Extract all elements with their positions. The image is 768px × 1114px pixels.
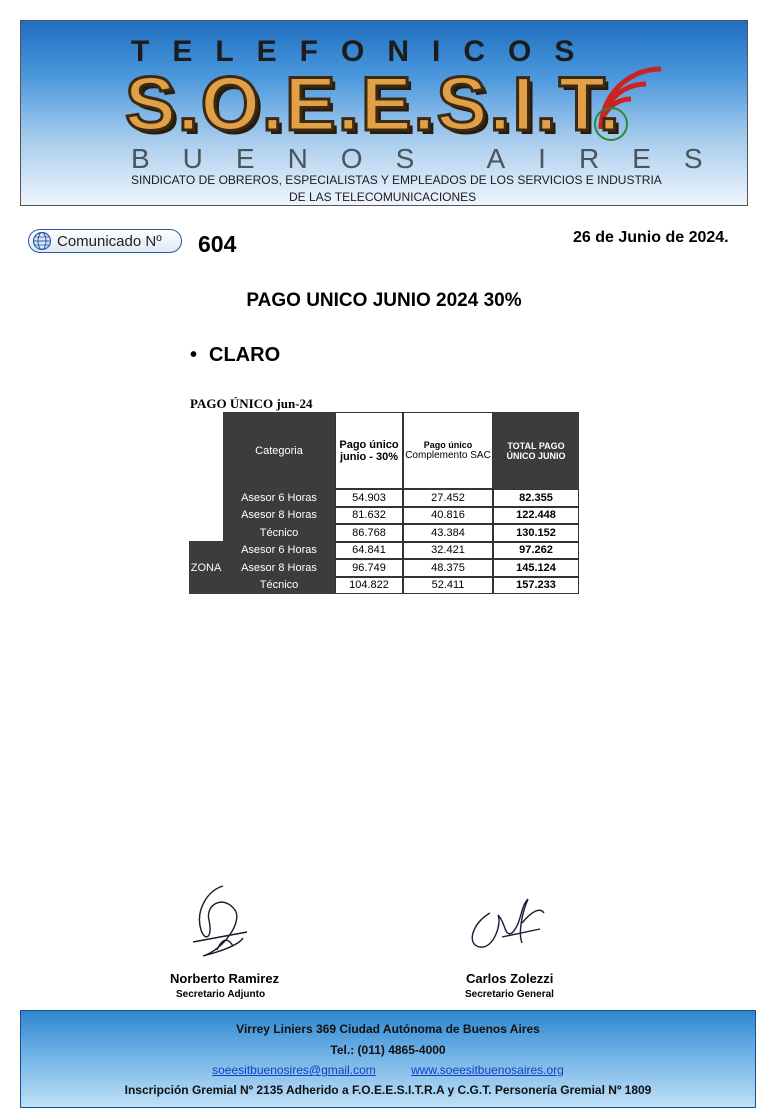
cell-categoria: Técnico <box>223 577 335 595</box>
cell-pago-unico: 96.749 <box>335 559 403 577</box>
footer-registration: Inscripción Gremial Nº 2135 Adherido a F.O.E.E.S.I.T.R.A y C.G.T. Personería Gremial Nº 1809 <box>124 1083 652 1097</box>
cell-pago-unico: 104.822 <box>335 577 403 595</box>
zona-label: ZONA <box>189 541 223 594</box>
cell-total: 97.262 <box>493 542 579 560</box>
globe-icon <box>32 231 52 251</box>
header-pago-unico: Pago único junio - 30% <box>335 412 403 489</box>
communique-number: 604 <box>198 231 237 257</box>
header-complemento <box>403 412 493 489</box>
cell-complemento: 40.816 <box>403 507 493 525</box>
cell-complemento: 43.384 <box>403 524 493 542</box>
bullet-icon: • <box>190 344 198 366</box>
footer-website-link[interactable]: www.soeesitbuenosaires.org <box>411 1063 564 1077</box>
cell-pago-unico: 64.841 <box>335 542 403 560</box>
header-complemento-line2: Complemento SAC <box>405 450 491 461</box>
cell-categoria: Asesor 6 Horas <box>223 542 335 560</box>
cell-complemento: 32.421 <box>403 542 493 560</box>
cell-complemento: 52.411 <box>403 577 493 595</box>
header-total: TOTAL PAGO ÚNICO JUNIO <box>493 412 579 489</box>
cell-pago-unico: 86.768 <box>335 524 403 542</box>
header-top-text: TELEFONICOS <box>131 35 598 68</box>
cell-categoria: Asesor 8 Horas <box>223 507 335 525</box>
signature-name-1: Norberto Ramirez <box>170 971 280 986</box>
cell-categoria: Asesor 6 Horas <box>223 489 335 507</box>
cell-total: 145.124 <box>493 559 579 577</box>
cell-pago-unico: 54.903 <box>335 489 403 507</box>
footer-links <box>21 1063 755 1077</box>
bullet-text: CLARO <box>209 344 281 366</box>
header-logo-text: S.O.E.E.S.I.T. <box>125 62 622 147</box>
signature-role-1: Secretario Adjunto <box>176 989 266 1000</box>
cell-complemento: 27.452 <box>403 489 493 507</box>
communique-label: Comunicado Nº <box>57 232 162 250</box>
cell-categoria: Asesor 8 Horas <box>223 559 335 577</box>
document-title: PAGO UNICO JUNIO 2024 30% <box>246 290 522 311</box>
footer-email-link[interactable]: soeesitbuenosires@gmail.com <box>212 1063 376 1077</box>
signature-role-2: Secretario General <box>465 989 554 1000</box>
communique-date: 26 de Junio de 2024. <box>573 229 729 246</box>
cell-complemento: 48.375 <box>403 559 493 577</box>
table-caption: PAGO ÚNICO jun-24 <box>190 396 313 411</box>
cell-total: 122.448 <box>493 507 579 525</box>
communique-badge <box>28 229 182 253</box>
header-sub-text: BUENOS AIRES <box>131 143 736 174</box>
cell-total: 157.233 <box>493 577 579 595</box>
header-banner <box>20 20 748 206</box>
cell-categoria: Técnico <box>223 524 335 542</box>
signature-zolezzi-icon <box>462 893 552 953</box>
signature-name-2: Carlos Zolezzi <box>466 971 554 986</box>
cell-pago-unico: 81.632 <box>335 507 403 525</box>
footer-address: Virrey Liniers 369 Ciudad Autónoma de Buenos Aires <box>236 1022 540 1036</box>
cell-total: 130.152 <box>493 524 579 542</box>
header-description-line2: DE LAS TELECOMUNICACIONES <box>289 190 477 204</box>
header-complemento-line1: Pago único <box>423 440 473 450</box>
signature-ramirez-icon <box>183 880 253 968</box>
cell-total: 82.355 <box>493 489 579 507</box>
header-categoria: Categoria <box>223 412 335 489</box>
footer <box>20 1010 756 1108</box>
header-description-line1: SINDICATO DE OBREROS, ESPECIALISTAS Y EMPLEADOS DE LOS SERVICIOS E INDUSTRIA <box>131 173 662 187</box>
bullet-item <box>190 344 280 367</box>
footer-phone: Tel.: (011) 4865-4000 <box>330 1043 446 1057</box>
